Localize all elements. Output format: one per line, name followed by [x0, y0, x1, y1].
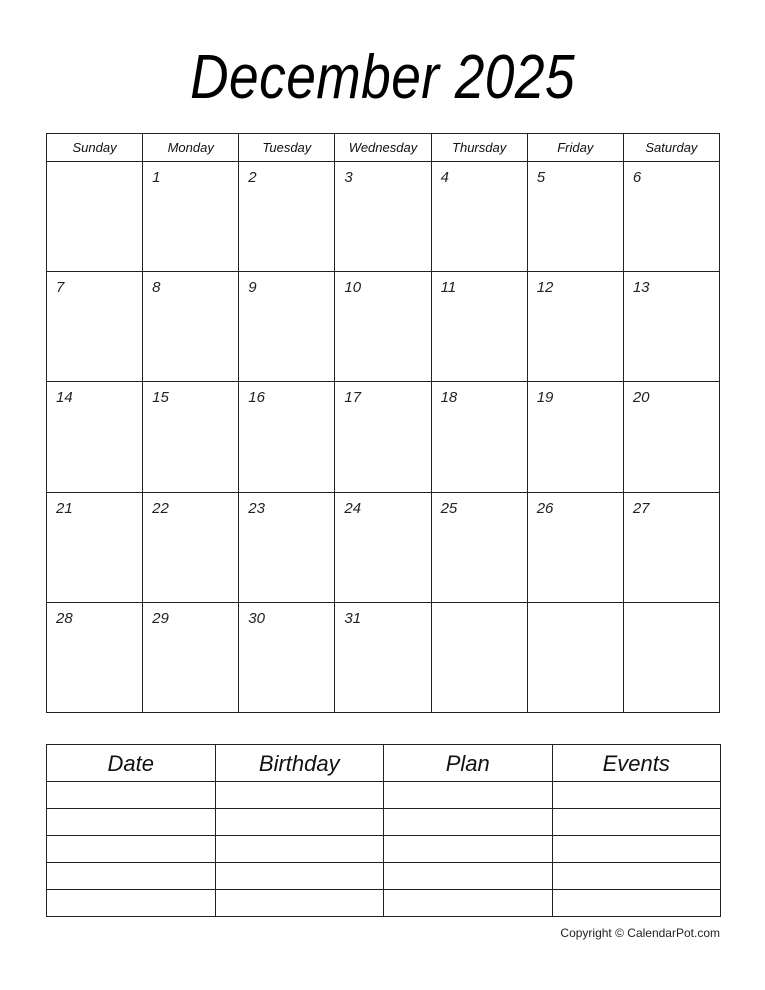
day-number: 11 [440, 279, 457, 297]
day-cell[interactable] [47, 162, 143, 271]
day-number: 21 [56, 499, 73, 517]
planner-row [47, 890, 720, 916]
day-cell[interactable] [143, 272, 239, 381]
day-cell[interactable] [528, 272, 624, 381]
day-number: 17 [344, 389, 362, 407]
planner-header-date: Date [47, 745, 216, 781]
weekday-sunday: Sunday [47, 134, 143, 161]
day-cell[interactable] [335, 382, 431, 491]
planner-cell[interactable] [47, 782, 216, 808]
day-cell[interactable] [624, 493, 719, 602]
day-cell[interactable] [624, 603, 719, 712]
weekday-monday: Monday [143, 134, 239, 161]
day-number: 4 [440, 169, 449, 186]
day-cell[interactable] [432, 272, 528, 381]
day-cell[interactable] [239, 162, 335, 271]
planner-header-row [47, 745, 720, 782]
day-cell[interactable] [432, 603, 528, 712]
day-number: 6 [632, 169, 642, 186]
planner-row [47, 809, 720, 836]
planner-table [46, 744, 721, 917]
day-cell[interactable] [528, 162, 624, 271]
day-number: 30 [248, 609, 265, 627]
page-title: December 2025 [190, 43, 576, 112]
week-row [47, 493, 719, 603]
planner-cell[interactable] [384, 809, 553, 835]
day-number: 24 [344, 499, 362, 517]
week-row [47, 272, 719, 382]
day-number: 16 [248, 389, 265, 407]
day-cell[interactable] [47, 493, 143, 602]
planner-row [47, 863, 720, 890]
day-cell[interactable] [239, 272, 335, 381]
day-number: 7 [56, 279, 65, 297]
day-number: 2 [248, 169, 257, 186]
planner-row [47, 836, 720, 863]
planner-cell[interactable] [553, 836, 721, 862]
day-number: 18 [440, 389, 458, 407]
day-cell[interactable] [432, 493, 528, 602]
day-number: 27 [632, 499, 650, 517]
day-number: 14 [56, 389, 73, 407]
day-number: 8 [152, 279, 161, 297]
planner-cell[interactable] [47, 890, 216, 916]
weekday-header-row [47, 134, 719, 162]
planner-cell[interactable] [216, 809, 385, 835]
week-row [47, 603, 719, 712]
week-row [47, 162, 719, 272]
planner-cell[interactable] [216, 890, 385, 916]
day-cell[interactable] [335, 493, 431, 602]
planner-cell[interactable] [384, 890, 553, 916]
planner-cell[interactable] [553, 890, 721, 916]
day-number: 23 [248, 499, 265, 517]
day-number: 3 [344, 169, 353, 186]
copyright-text: Copyright © CalendarPot.com [560, 926, 720, 940]
planner-header-plan: Plan [384, 745, 553, 781]
day-number: 25 [440, 499, 458, 517]
day-number: 20 [632, 389, 650, 407]
day-number: 26 [536, 499, 554, 517]
weekday-thursday: Thursday [432, 134, 528, 161]
day-cell[interactable] [47, 603, 143, 712]
day-cell[interactable] [624, 382, 719, 491]
planner-cell[interactable] [384, 782, 553, 808]
day-number: 10 [344, 279, 362, 297]
planner-header-birthday: Birthday [216, 745, 385, 781]
calendar-weeks [47, 162, 719, 712]
day-cell[interactable] [432, 162, 528, 271]
day-number: 15 [152, 389, 169, 407]
planner-cell[interactable] [553, 782, 721, 808]
planner-cell[interactable] [384, 836, 553, 862]
day-cell[interactable] [239, 603, 335, 712]
day-cell[interactable] [624, 162, 719, 271]
day-cell[interactable] [528, 603, 624, 712]
planner-header-events: Events [602, 751, 670, 776]
month-calendar-grid [46, 133, 720, 713]
day-cell[interactable] [143, 162, 239, 271]
day-number: 12 [536, 279, 554, 297]
planner-cell[interactable] [216, 782, 385, 808]
day-number: 1 [152, 169, 161, 186]
day-cell[interactable] [47, 382, 143, 491]
day-cell[interactable] [239, 382, 335, 491]
planner-cell[interactable] [47, 809, 216, 835]
day-cell[interactable] [432, 382, 528, 491]
day-number: 29 [152, 609, 169, 627]
planner-cell[interactable] [553, 863, 721, 889]
weekday-saturday: Saturday [645, 140, 698, 155]
planner-cell[interactable] [216, 863, 385, 889]
day-cell[interactable] [47, 272, 143, 381]
day-cell[interactable] [143, 382, 239, 491]
day-cell[interactable] [143, 603, 239, 712]
day-cell[interactable] [335, 162, 431, 271]
planner-cell[interactable] [216, 836, 385, 862]
day-cell[interactable] [528, 493, 624, 602]
planner-cell[interactable] [553, 809, 721, 835]
day-number: 28 [56, 609, 73, 627]
day-cell[interactable] [143, 493, 239, 602]
day-cell[interactable] [624, 272, 719, 381]
planner-cell[interactable] [47, 836, 216, 862]
day-number: 5 [536, 169, 546, 186]
weekday-wednesday: Wednesday [335, 134, 431, 161]
planner-cell[interactable] [384, 863, 553, 889]
day-number: 19 [536, 389, 554, 407]
day-number: 13 [632, 279, 650, 297]
day-cell[interactable] [528, 382, 624, 491]
day-number: 31 [344, 609, 362, 627]
day-cell[interactable] [335, 272, 431, 381]
day-cell[interactable] [335, 603, 431, 712]
day-number: 9 [248, 279, 257, 297]
week-row [47, 382, 719, 492]
planner-row [47, 782, 720, 809]
day-number: 22 [152, 499, 169, 517]
planner-cell[interactable] [47, 863, 216, 889]
day-cell[interactable] [239, 493, 335, 602]
weekday-tuesday: Tuesday [239, 134, 335, 161]
weekday-friday: Friday [528, 134, 624, 161]
